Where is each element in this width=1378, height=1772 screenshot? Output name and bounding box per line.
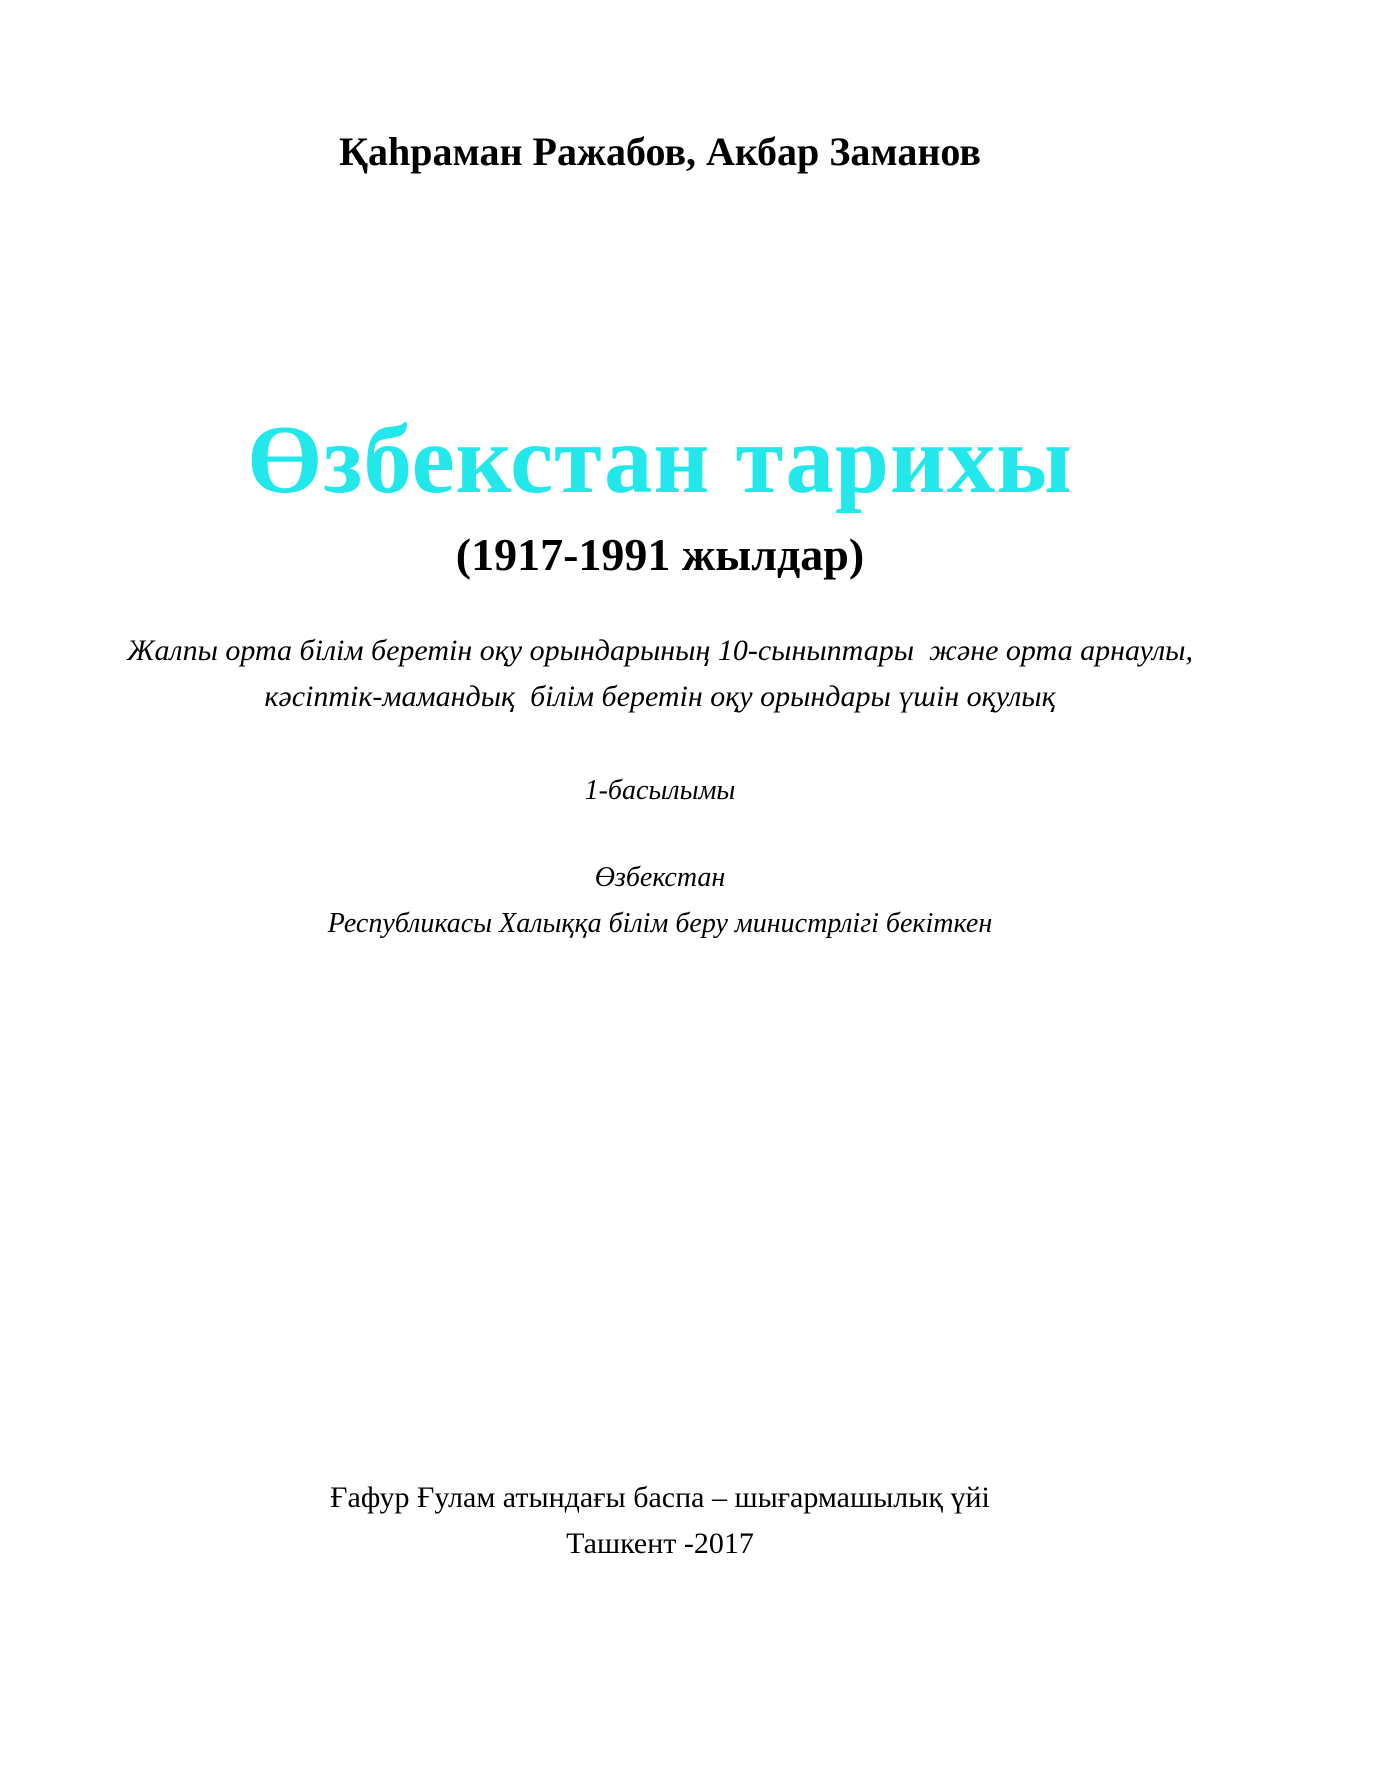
approval-line-1: Өзбекстан [594,862,726,893]
approval-line-2: Республикасы Халыққа білім беру министрлігі бекіткен [327,908,993,939]
publisher-block [0,1475,1320,1567]
publisher-name: Ғафур Ғулам атындағы баспа – шығармашылық үйі [330,1481,990,1514]
book-subtitle-years: (1917-1991 жылдар) [455,529,865,580]
purpose-line-2: кәсіптік-мамандық білім беретін оқу орындары үшін оқулық [264,680,1056,713]
publisher-city-year: Ташкент -2017 [566,1527,754,1560]
approval-statement [0,855,1320,947]
book-title: Өзбекстан тарихы [246,406,1074,513]
purpose-line-1: Жалпы орта білім беретін оқу орындарының 10-сыныптары және орта арнаулы, [127,634,1193,667]
book-purpose [0,628,1320,720]
book-authors: Қаһраман Ражабов, Акбар Заманов [339,129,981,174]
edition-label: 1-басылымы [584,775,736,806]
